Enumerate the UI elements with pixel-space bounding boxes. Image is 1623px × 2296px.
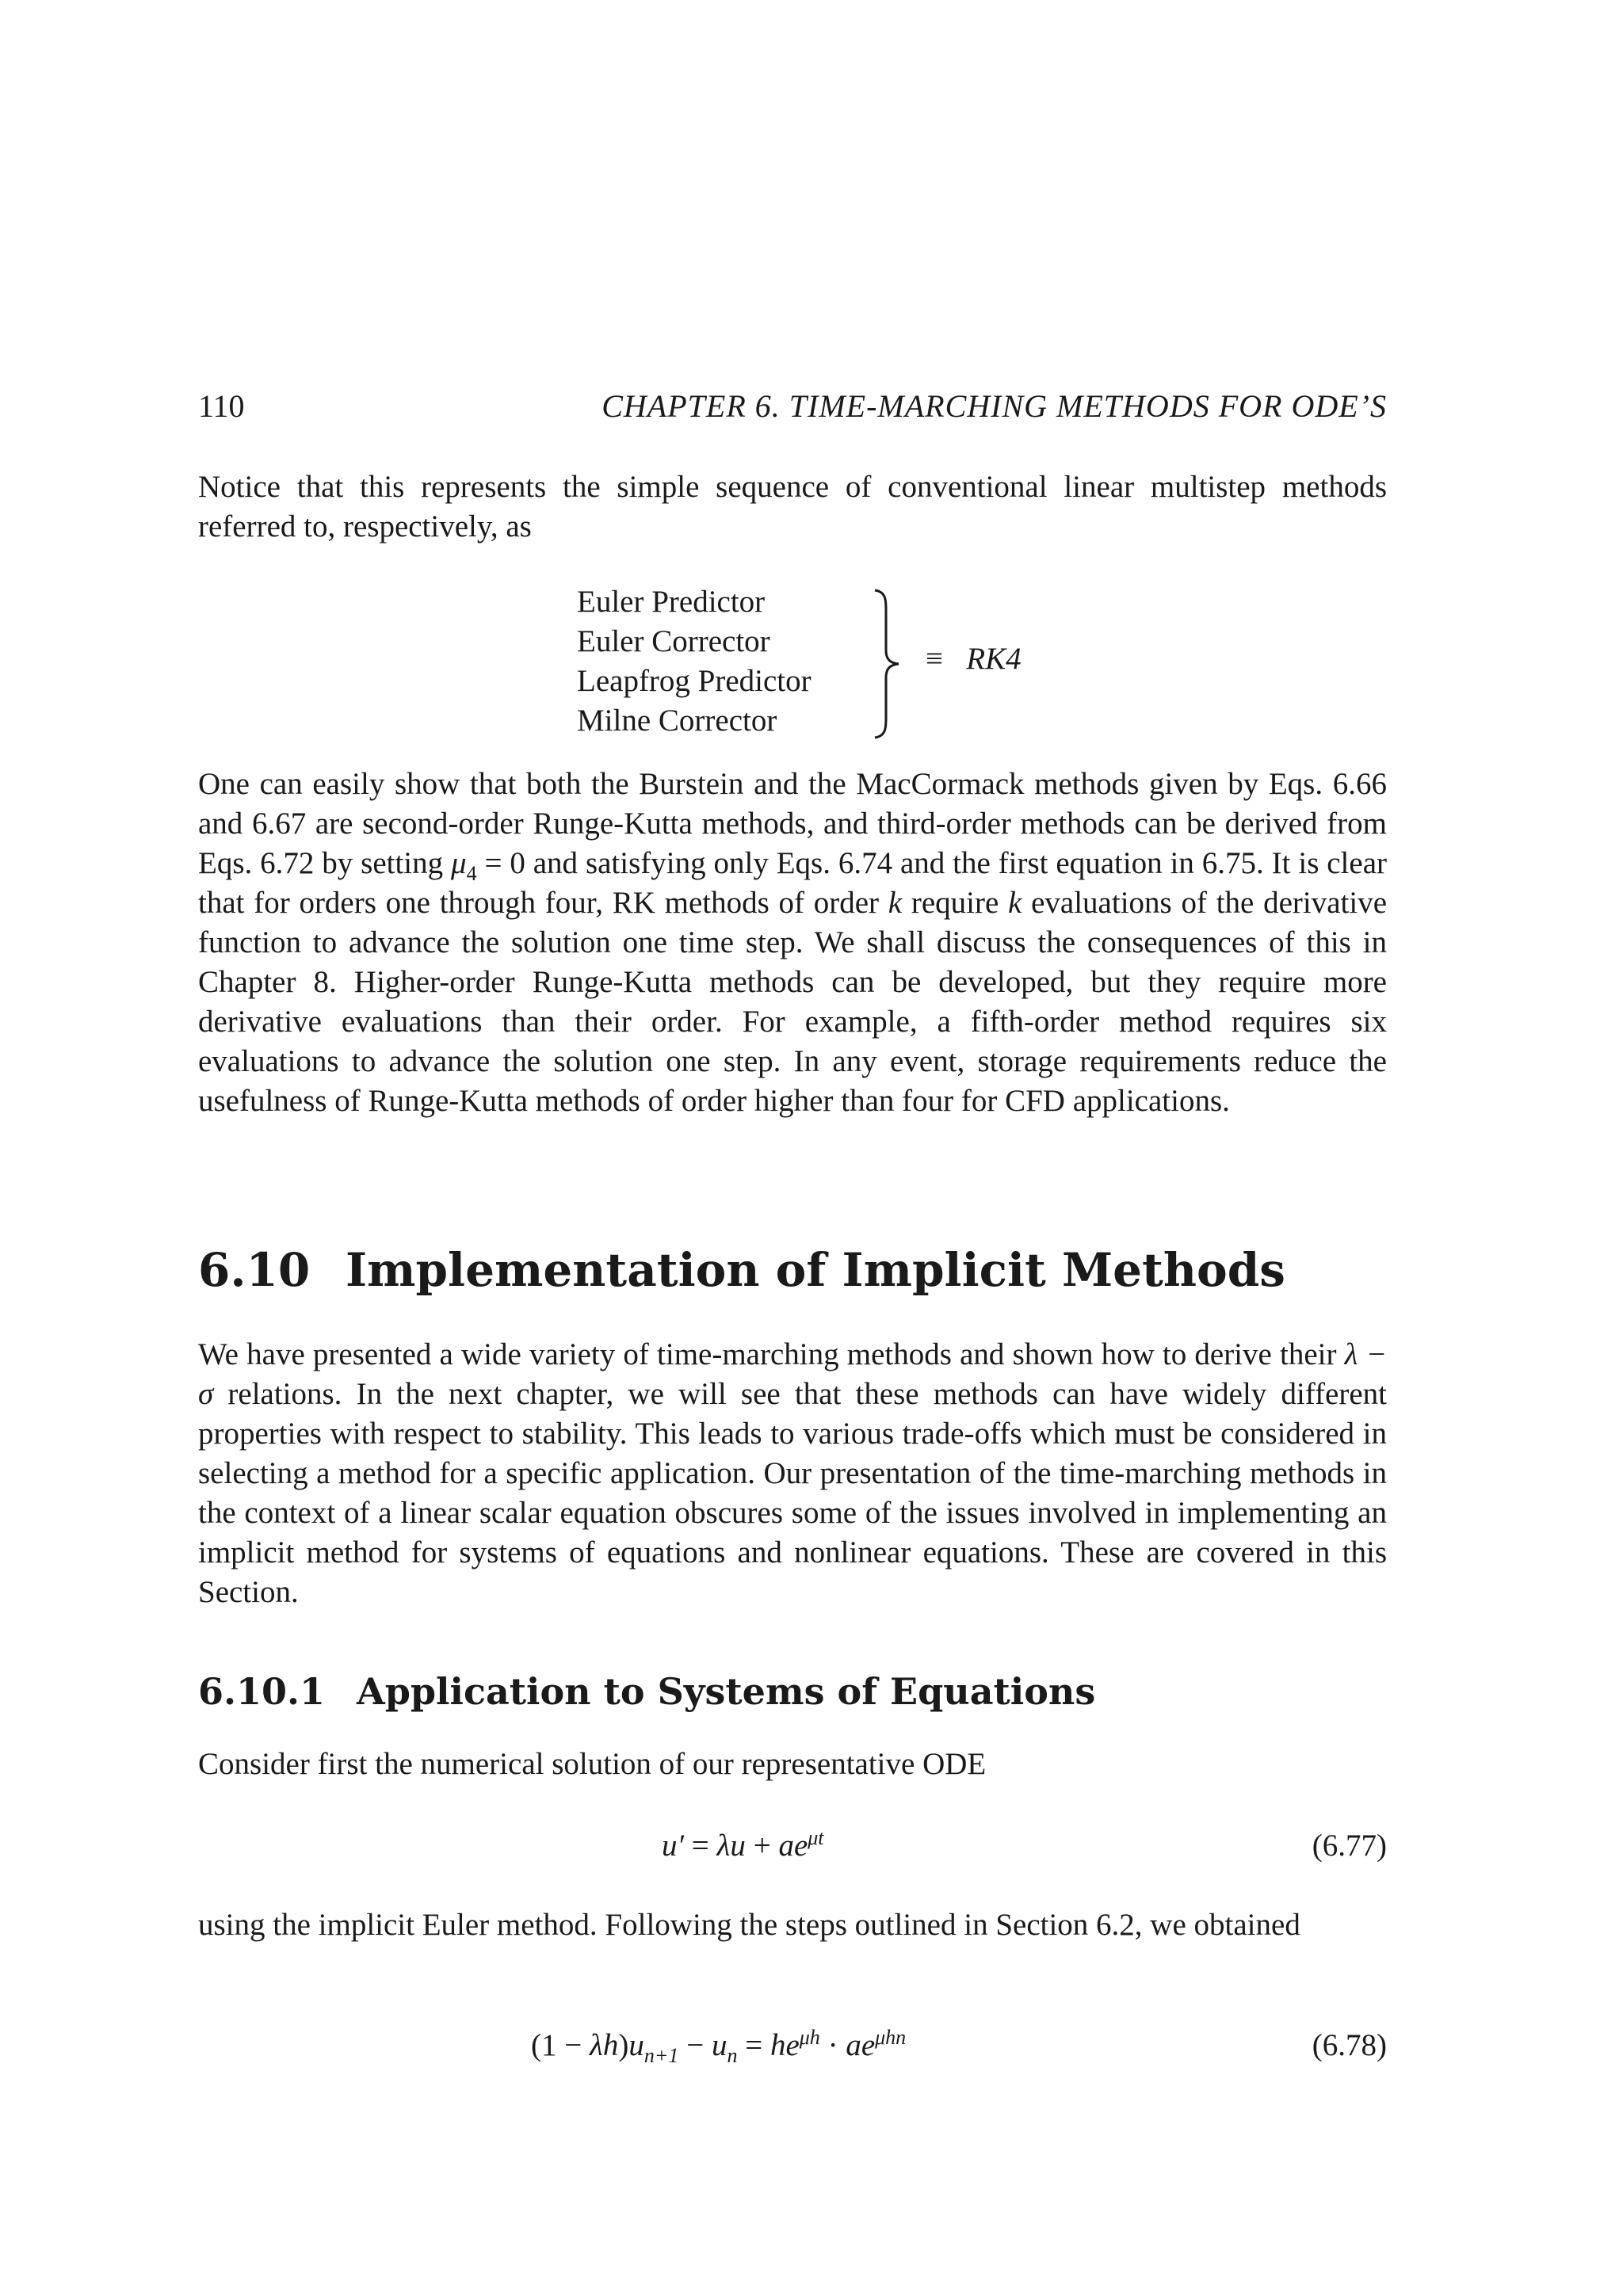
paragraph-runge-kutta: One can easily show that both the Burstein and the MacCormack methods given by Eqs. 6.66 and 6.67 are second-order Runge-Kutta methods, and third-order methods can be derived from Eqs. 6.72 by setting $\mu_4 = 0$ and satisfying only Eqs. 6.74 and the first equation in 6.75. It is clear that for orders one through four, RK methods of order k require k evaluations of the derivative function to advance the solution one time step. We shall discuss the consequences of this in Chapter 8. Higher-order Runge-Kutta methods can be developed, but they require more derivative evaluations than their order. For example, a fifth-order method requires six evaluations to advance the solution one step. In any event, storage requirements reduce the usefulness of Runge-Kutta methods of order higher than four for CFD applications. xyxy=(198,767,1388,1118)
subsection-number: 6.10.1 xyxy=(198,1670,326,1713)
page xyxy=(198,0,1387,2296)
equation-number: (6.78) xyxy=(1312,2028,1387,2062)
section-heading xyxy=(198,1242,1285,1298)
intro-paragraph: Notice that this represents the simple sequence of conventional linear multistep methods referred to, respectively, as xyxy=(198,470,1387,543)
running-head xyxy=(198,387,1387,426)
method-item: Euler Predictor xyxy=(577,585,766,619)
equation-expression: $u' = \lambda u + ae^{\mu t}$ xyxy=(662,1826,824,1863)
equivalence-symbol: ≡ xyxy=(926,642,943,676)
subsection-heading xyxy=(198,1668,1095,1715)
page-number: 110 xyxy=(198,388,245,424)
equation-6-78 xyxy=(198,2022,1387,2069)
method-item: Leapfrog Predictor xyxy=(577,664,812,698)
paragraph-consider: Consider first the numerical solution of our representative ODE xyxy=(198,1747,987,1781)
rk4-label: RK4 xyxy=(966,642,1022,676)
method-brace-block xyxy=(577,582,1290,745)
equation-expression: $(1 - \lambda h)u_{n+1} - u_n = he^{\mu h} \cdot ae^{\mu hn}$ xyxy=(531,2026,907,2067)
subsection-title: Application to Systems of Equations xyxy=(357,1670,1096,1713)
paragraph-implicit-euler: using the implicit Euler method. Following the steps outlined in Section 6.2, we obtained xyxy=(198,1908,1300,1942)
method-item: Milne Corrector xyxy=(577,704,777,738)
section-title: Implementation of Implicit Methods xyxy=(346,1243,1285,1297)
method-item: Euler Corrector xyxy=(577,624,770,658)
right-brace-icon xyxy=(872,589,903,739)
paragraph-implicit-intro: We have presented a wide variety of time-marching methods and shown how to derive their λ − σ relations. In the next chapter, we will see that these methods can have widely different properties with respect to stability. This leads to various trade-offs which must be considered in selecting a method for a specific application. Our presentation of the time-marching methods in the context of a linear scalar equation obscures some of the issues involved in implementing an implicit method for systems of equations and nonlinear equations. These are covered in this Section. xyxy=(198,1337,1387,1609)
chapter-title: CHAPTER 6. TIME-MARCHING METHODS FOR ODE’S xyxy=(601,388,1387,424)
equation-6-77 xyxy=(198,1822,1387,1870)
method-list xyxy=(577,582,894,741)
equation-number: (6.77) xyxy=(1312,1829,1387,1863)
section-number: 6.10 xyxy=(198,1243,311,1297)
rk4-equivalence xyxy=(926,639,1022,679)
